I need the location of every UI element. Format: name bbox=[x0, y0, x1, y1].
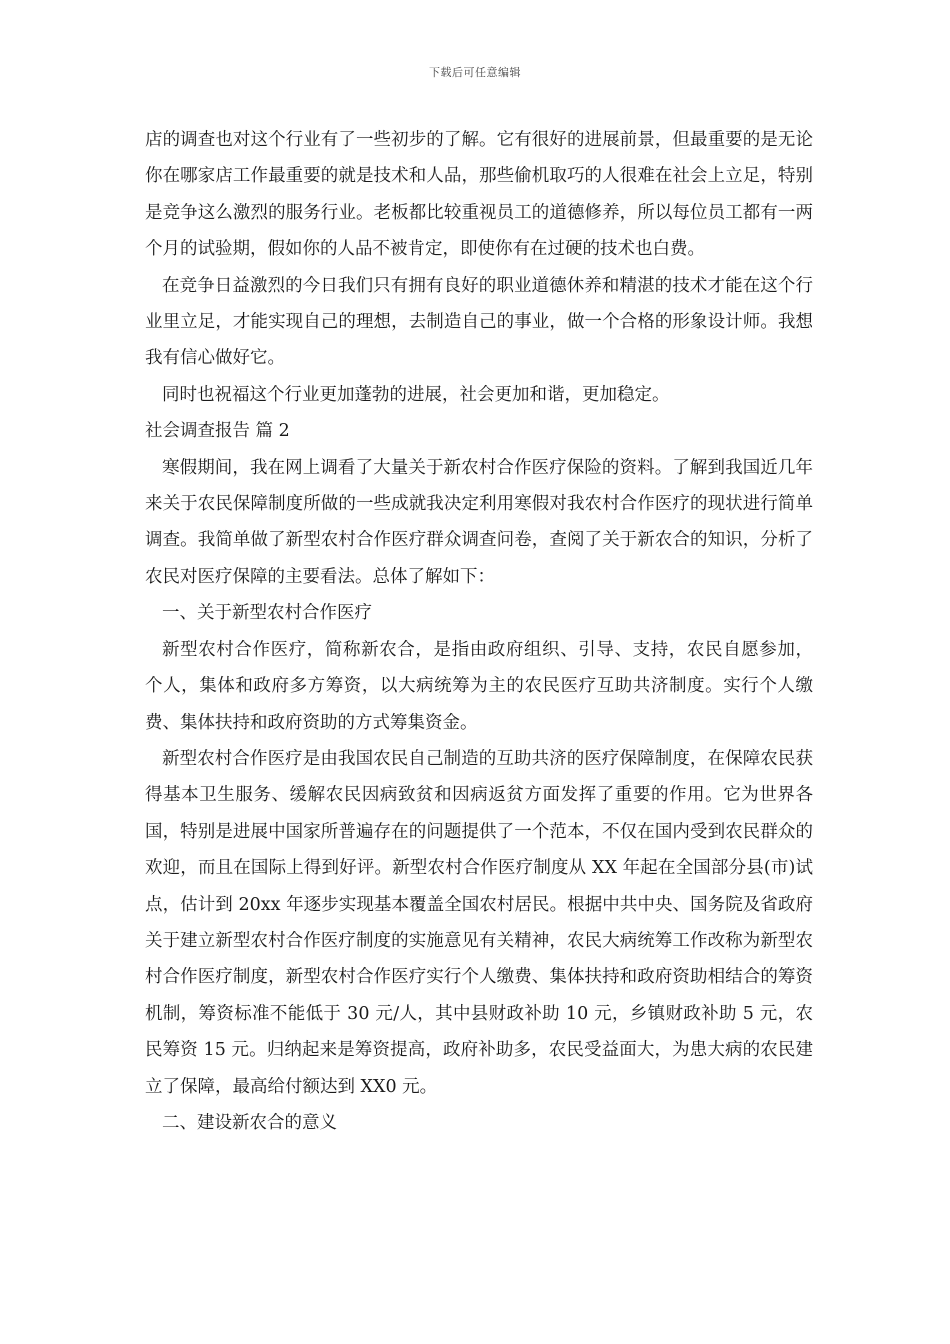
paragraph-definition: 新型农村合作医疗，简称新农合，是指由政府组织、引导、支持，农民自愿参加， 个人，集体和政府多方筹资，以大病统筹为主的农民医疗互助共济制度。实行个人缴费、集体扶持和政府资助的方式筹集资金。 bbox=[145, 639, 813, 733]
heading-significance: 二、建设新农合的意义 bbox=[162, 1112, 337, 1133]
paragraph-winter-vacation: 寒假期间，我在网上调看了大量关于新农村合作医疗保险的资料。了解到我国近几年来关于农民保障制度所做的一些成就我决定利用寒假对我农村合作医疗的现状进行简单调查。我简单做了新型农村合作医疗群众调查问卷，查阅了关于新农合的知识，分析了农民对医疗保障的主要看法。总体了解如下： bbox=[145, 457, 813, 587]
heading-about-new-rural-medical: 一、关于新型农村合作医疗 bbox=[162, 603, 372, 624]
paragraph-blessing: 同时也祝福这个行业更加蓬勃的进展，社会更加和谐，更加稳定。 bbox=[162, 384, 670, 405]
section-title-report-2: 社会调查报告 篇 2 bbox=[145, 421, 290, 442]
paragraph-continuation: 店的调查也对这个行业有了一些初步的了解。它有很好的进展前景，但最重要的是无论你在哪家店工作最重要的就是技术和人品，那些偷机取巧的人很难在社会上立足，特别是竞争这么激烈的服务行业。老板都比较重视员工的道德修养，所以每位员工都有一两个月的试验期，假如你的人品不被肯定，即使你有在过硬的技术也白费。 bbox=[145, 130, 813, 260]
paragraph-details: 新型农村合作医疗是由我国农民自己制造的互助共济的医疗保障制度，在保障农民获得基本卫生服务、缓解农民因病致贫和因病返贫方面发挥了重要的作用。它为世界各国，特别是进展中国家所普遍存在的问题提供了一个范本，不仅在国内受到农民群众的欢迎，而且在国际上得到好评。新型农村合作医疗制度从 XX 年起在全国部分县(市)试点，估计到 20xx 年逐步实现基本覆盖全国农村居民。根据中共中央、国务院及省政府关于建立新型农村合作医疗制度的实施意见有关精神，农民大病统筹工作改称为新型农村合作医疗制度，新型农村合作医疗实行个人缴费、集体扶持和政府资助相结合的筹资机制，筹资标准不能低于 30 元/人，其中县财政补助 10 元，乡镇财政补助 5 元，农民筹资 15 元。归纳起来是筹资提高，政府补助多，农民受益面大，为患大病的农民建立了保障，最高给付额达到 XX0 元。 bbox=[145, 748, 813, 1097]
page-header: 下载后可任意编辑 bbox=[429, 66, 521, 79]
document-body bbox=[145, 122, 813, 1141]
paragraph-competition: 在竞争日益激烈的今日我们只有拥有良好的职业道德休养和精湛的技术才能在这个行业里立足，才能实现自己的理想，去制造自己的事业，做一个合格的形象设计师。我想我有信心做好它。 bbox=[145, 275, 813, 369]
